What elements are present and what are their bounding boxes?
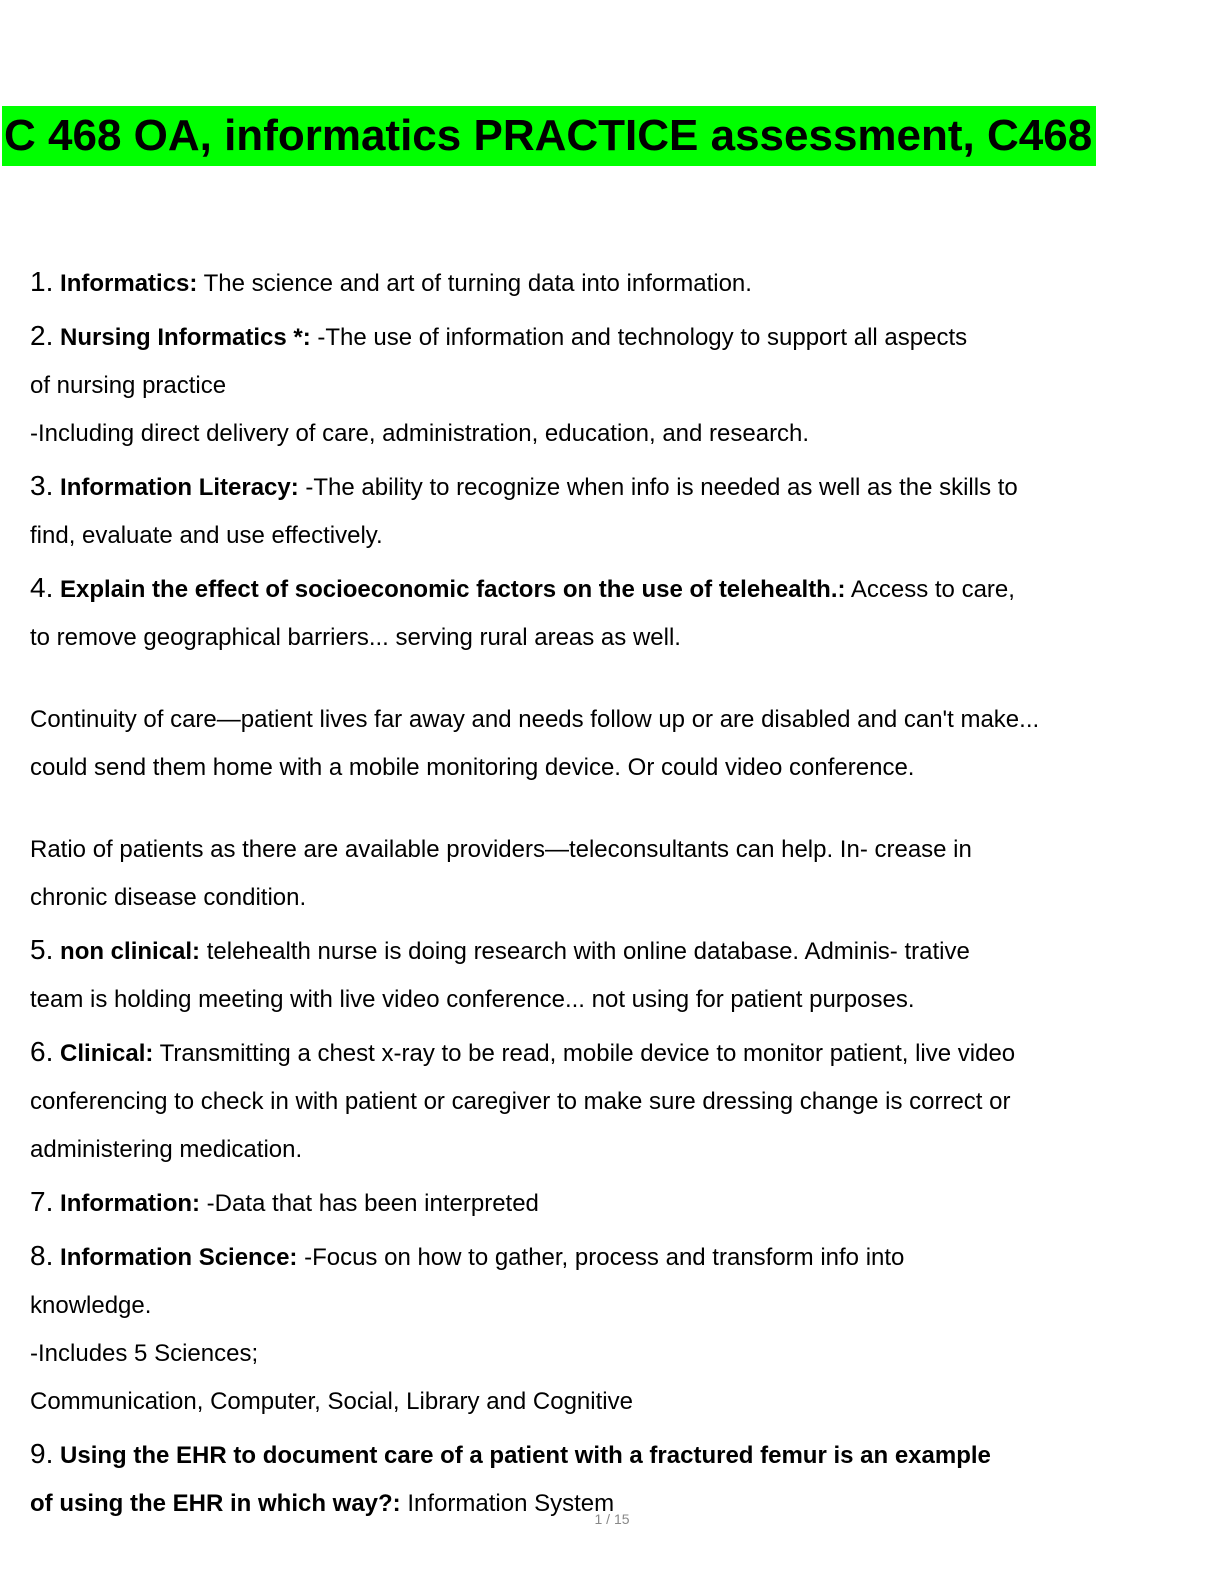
- item-definition: -Data that has been interpreted: [200, 1190, 539, 1217]
- item-term-continued: of using the EHR in which way?:: [30, 1490, 401, 1517]
- item-term: Information Science:: [60, 1244, 298, 1271]
- item-definition: -Focus on how to gather, process and transform info into: [297, 1244, 905, 1271]
- item-line: find, evaluate and use effectively.: [30, 522, 383, 549]
- item-term: Information:: [60, 1190, 201, 1217]
- item-number: 3.: [30, 470, 54, 501]
- title-wrap: [2, 106, 1096, 166]
- item-term: Using the EHR to document care of a patient with a fractured femur is an example: [60, 1442, 991, 1469]
- item-5: [30, 926, 1196, 1024]
- item-8: [30, 1232, 1196, 1426]
- item-paragraph-line: Ratio of patients as there are available providers—teleconsultants can help. In- crease in: [30, 836, 972, 863]
- item-7: [30, 1178, 1196, 1228]
- item-definition: Access to care,: [845, 576, 1015, 603]
- item-6: [30, 1028, 1196, 1174]
- item-term: Explain the effect of socioeconomic factors on the use of telehealth.:: [60, 576, 846, 603]
- item-1: [30, 258, 1196, 308]
- item-term: Informatics:: [60, 270, 198, 297]
- item-number: 5.: [30, 934, 54, 965]
- item-paragraph-line: chronic disease condition.: [30, 884, 307, 911]
- item-line: of nursing practice: [30, 372, 227, 399]
- item-2: [30, 312, 1196, 458]
- item-line: conferencing to check in with patient or caregiver to make sure dressing change is correct or: [30, 1088, 1011, 1115]
- item-number: 7.: [30, 1186, 54, 1217]
- item-definition: The science and art of turning data into information.: [197, 270, 752, 297]
- item-line: to remove geographical barriers... serving rural areas as well.: [30, 624, 681, 651]
- item-number: 2.: [30, 320, 54, 351]
- item-term: Clinical:: [60, 1040, 154, 1067]
- item-definition: -The ability to recognize when info is needed as well as the skills to: [298, 474, 1018, 501]
- page-number: 1 / 15: [594, 1511, 630, 1527]
- item-definition: -The use of information and technology to support all aspects: [310, 324, 968, 351]
- item-term: non clinical:: [60, 938, 201, 965]
- content: [30, 258, 1196, 1532]
- item-number: 6.: [30, 1036, 54, 1067]
- item-3: [30, 462, 1196, 560]
- item-term: Information Literacy:: [60, 474, 299, 501]
- item-line: administering medication.: [30, 1136, 303, 1163]
- item-line: Communication, Computer, Social, Library and Cognitive: [30, 1388, 633, 1415]
- item-4: [30, 564, 1196, 922]
- item-line: -Includes 5 Sciences;: [30, 1340, 259, 1367]
- item-line: -Including direct delivery of care, administration, education, and research.: [30, 420, 810, 447]
- item-definition: telehealth nurse is doing research with online database. Adminis- trative: [200, 938, 970, 965]
- item-definition: Transmitting a chest x-ray to be read, mobile device to monitor patient, live video: [153, 1040, 1016, 1067]
- item-definition: Information System: [400, 1490, 615, 1517]
- item-number: 4.: [30, 572, 54, 603]
- item-paragraph-line: could send them home with a mobile monitoring device. Or could video conference.: [30, 754, 915, 781]
- item-line: team is holding meeting with live video conference... not using for patient purposes.: [30, 986, 915, 1013]
- item-number: 9.: [30, 1438, 54, 1469]
- item-number: 1.: [30, 266, 54, 297]
- item-line: knowledge.: [30, 1292, 152, 1319]
- document-title: C 468 OA, informatics PRACTICE assessment, C468: [2, 106, 1096, 166]
- item-term: Nursing Informatics *:: [60, 324, 311, 351]
- item-number: 8.: [30, 1240, 54, 1271]
- item-paragraph-line: Continuity of care—patient lives far away and needs follow up or are disabled and can't make...: [30, 706, 1040, 733]
